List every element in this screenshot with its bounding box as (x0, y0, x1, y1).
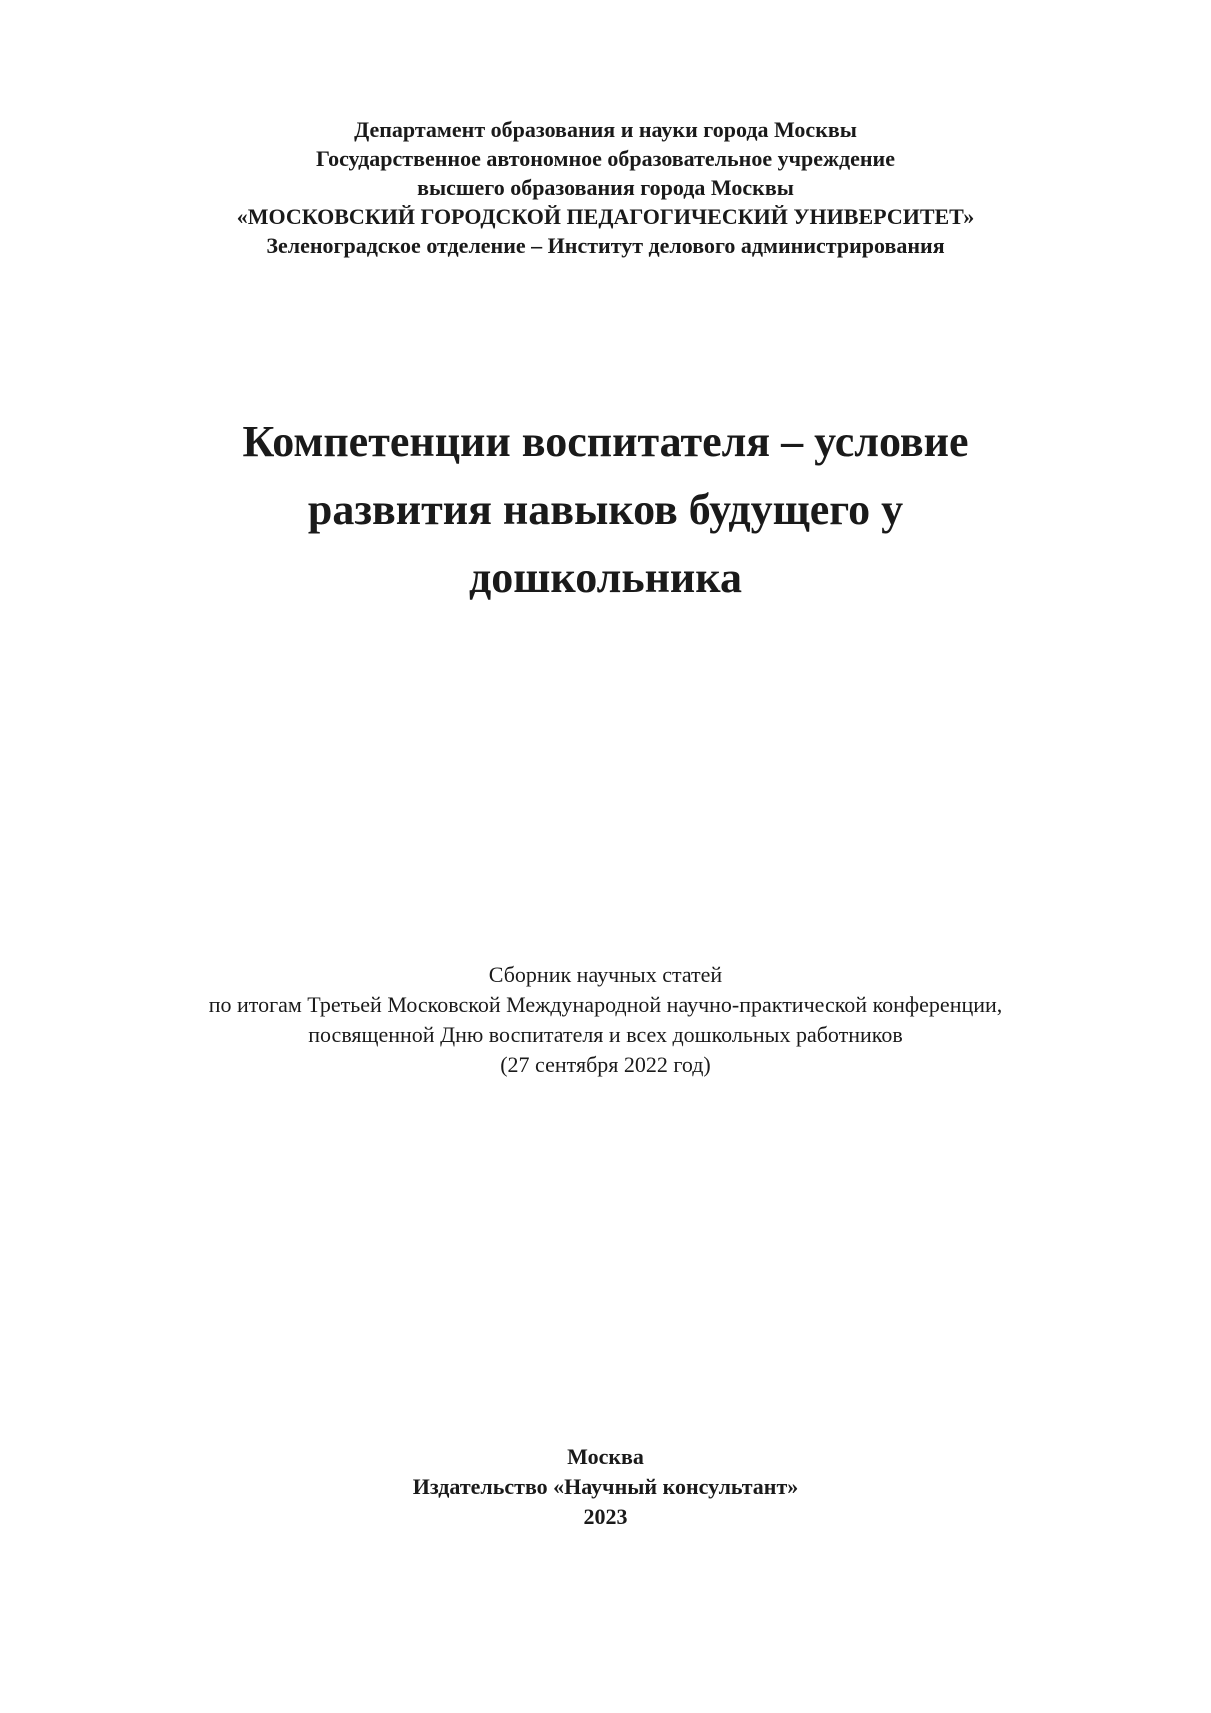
institution-type-line: Государственное автономное образовательное учреждение (316, 146, 895, 171)
institution-header (0, 115, 1211, 260)
document-subtitle (0, 960, 1211, 1080)
title-line-1: Компетенции воспитателя – условие (242, 417, 969, 466)
subtitle-date-line: (27 сентября 2022 год) (500, 1052, 711, 1077)
subtitle-line-3: посвященной Дню воспитателя и всех дошкольных работников (308, 1022, 903, 1047)
department-line: Департамент образования и науки города Москвы (354, 117, 857, 142)
document-title (0, 408, 1211, 612)
imprint-city: Москва (567, 1444, 644, 1469)
imprint-year: 2023 (583, 1504, 628, 1529)
branch-line: Зеленоградское отделение – Институт делового администрирования (266, 233, 945, 258)
title-line-2: развития навыков будущего у (307, 485, 904, 534)
title-line-3: дошкольника (469, 553, 742, 602)
subtitle-line-1: Сборник научных статей (488, 962, 723, 987)
subtitle-line-2: по итогам Третьей Московской Международной научно-практической конференции, (208, 992, 1003, 1017)
publication-imprint (0, 1442, 1211, 1532)
institution-level-line: высшего образования города Москвы (417, 175, 794, 200)
university-name-line: «МОСКОВСКИЙ ГОРОДСКОЙ ПЕДАГОГИЧЕСКИЙ УНИВЕРСИТЕТ» (236, 204, 975, 229)
imprint-publisher: Издательство «Научный консультант» (412, 1474, 799, 1499)
